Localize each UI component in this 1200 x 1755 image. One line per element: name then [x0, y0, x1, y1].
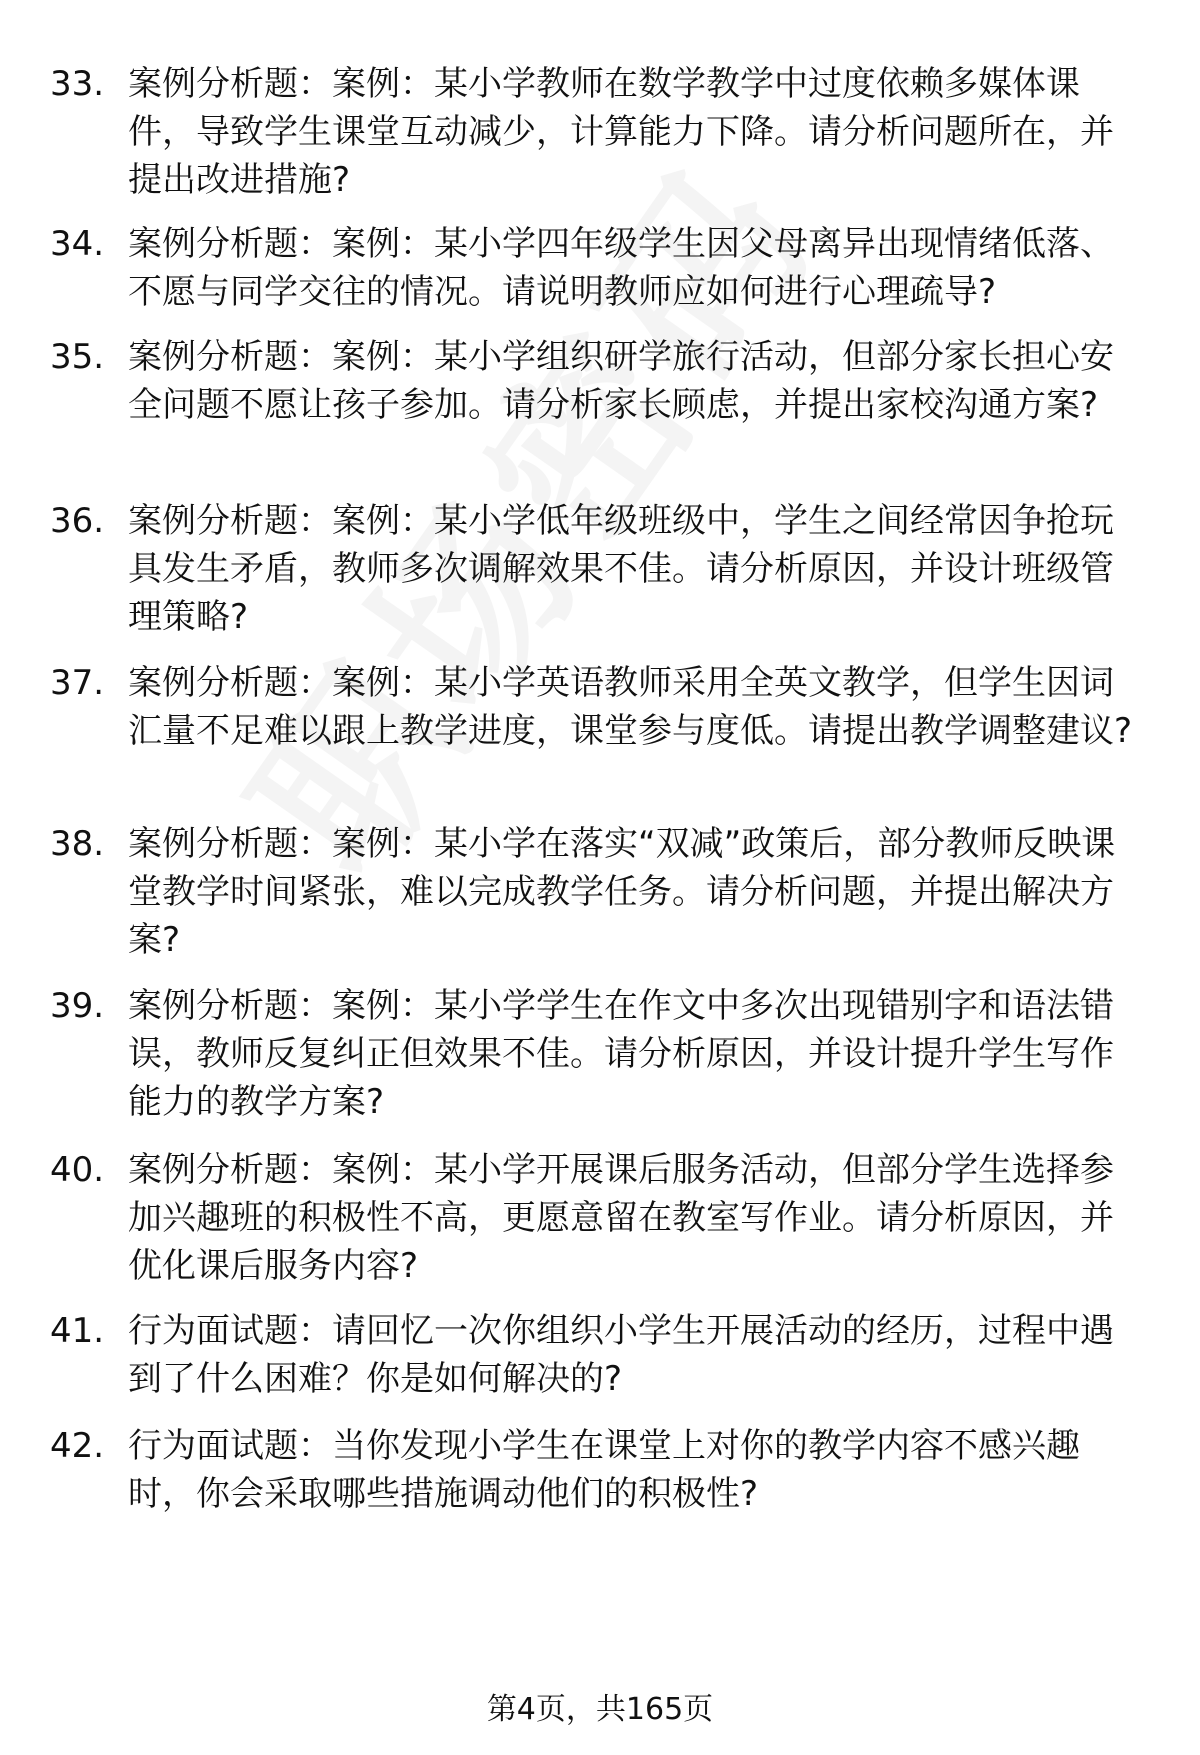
question-number: 41.: [50, 1311, 105, 1351]
page-footer: 第4页，共165页: [486, 1692, 714, 1727]
question-number: 35.: [50, 337, 105, 377]
question-number: 38.: [50, 824, 105, 864]
question-text: 行为面试题：当你发现小学生在课堂上对你的教学内容不感兴趣时，你会采取哪些措施调动他们的积极性?: [128, 1426, 1080, 1514]
question-text: 案例分析题：案例：某小学教师在数学教学中过度依赖多媒体课件，导致学生课堂互动减少，计算能力下降。请分析问题所在，并提出改进措施?: [128, 64, 1114, 200]
question-number: 42.: [50, 1426, 105, 1466]
question-number: 37.: [50, 663, 105, 703]
question-number: 36.: [50, 501, 105, 541]
question-text: 行为面试题：请回忆一次你组织小学生开展活动的经历，过程中遇到了什么困难？你是如何解决的?: [128, 1311, 1114, 1399]
question-text: 案例分析题：案例：某小学英语教师采用全英文教学，但学生因词汇量不足难以跟上教学进度，课堂参与度低。请提出教学调整建议?: [128, 663, 1133, 751]
question-text: 案例分析题：案例：某小学低年级班级中，学生之间经常因争抢玩具发生矛盾，教师多次调解效果不佳。请分析原因，并设计班级管理策略?: [128, 501, 1114, 637]
question-number: 40.: [50, 1150, 105, 1190]
question-number: 34.: [50, 224, 105, 264]
question-number: 39.: [50, 986, 105, 1026]
question-number: 33.: [50, 64, 105, 104]
question-text: 案例分析题：案例：某小学开展课后服务活动，但部分学生选择参加兴趣班的积极性不高，更愿意留在教室写作业。请分析原因，并优化课后服务内容?: [128, 1150, 1114, 1286]
question-text: 案例分析题：案例：某小学在落实“双减”政策后，部分教师反映课堂教学时间紧张，难以完成教学任务。请分析问题，并提出解决方案?: [128, 824, 1116, 960]
question-text: 案例分析题：案例：某小学组织研学旅行活动，但部分家长担心安全问题不愿让孩子参加。请分析家长顾虑，并提出家校沟通方案?: [128, 337, 1114, 425]
question-text: 案例分析题：案例：某小学学生在作文中多次出现错别字和语法错误，教师反复纠正但效果不佳。请分析原因，并设计提升学生写作能力的教学方案?: [128, 986, 1114, 1122]
question-text: 案例分析题：案例：某小学四年级学生因父母离异出现情绪低落、不愿与同学交往的情况。请说明教师应如何进行心理疏导?: [128, 224, 1114, 312]
